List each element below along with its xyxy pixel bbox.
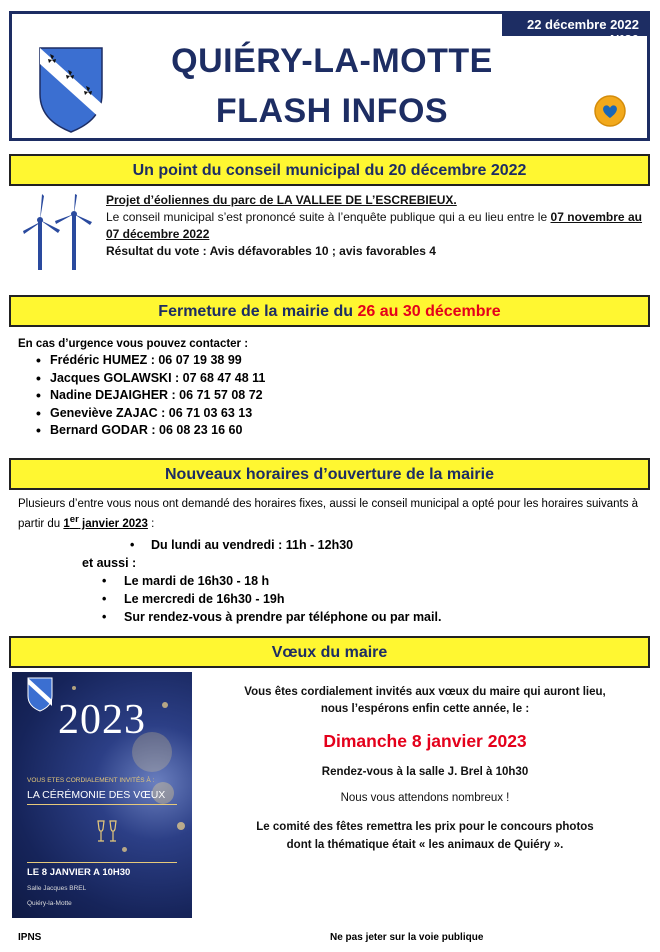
hours-intro-text: Plusieurs d’entre vous nous ont demandé des horaires fixes, aussi le conseil municipal a opté pour les horaires suivants à partir du: [18, 498, 639, 530]
hours-intro: [18, 496, 648, 532]
bokeh-light: [122, 847, 127, 852]
wishes-poster: [12, 672, 192, 918]
list-item: • Jacques GOLAWSKI : 07 68 47 48 11: [18, 370, 638, 388]
council-section: [20, 192, 643, 272]
flash-infos-title: FLASH INFOS: [215, 92, 449, 130]
project-description: [106, 209, 642, 243]
wishes-line-2: nous l’espérons enfin cette année, le :: [320, 702, 530, 715]
list-item: • Du lundi au vendredi : 11h - 12h30: [18, 536, 648, 554]
list-item: • Bernard GODAR : 06 08 23 16 60: [18, 422, 638, 440]
poster-divider: [27, 862, 177, 863]
bokeh-light: [72, 686, 76, 690]
newsletter-header: [9, 11, 650, 141]
footer-ipns: IPNS: [18, 932, 42, 943]
town-name-title: QUIÉRY-LA-MOTTE: [171, 42, 493, 80]
contacts-lead: En cas d’urgence vous pouvez contacter :: [18, 338, 249, 350]
list-item: • Le mardi de 16h30 - 18 h: [18, 572, 648, 590]
hours-intro-end: :: [147, 517, 155, 530]
poster-year: 2023: [58, 697, 146, 743]
council-meeting-title: Un point du conseil municipal du 20 décembre 2022: [132, 162, 527, 179]
poster-ceremony: LA CÉRÉMONIE DES VŒUX: [27, 789, 166, 801]
event-venue: Rendez-vous à la salle J. Brel à 10h30: [321, 766, 529, 778]
wind-turbine-icon: [20, 192, 95, 272]
emergency-contacts: [18, 338, 638, 440]
also-label: et aussi :: [82, 555, 137, 570]
closure-band: [9, 295, 650, 327]
list-item: • Sur rendez-vous à prendre par téléphone ou par mail.: [18, 608, 648, 626]
list-item: • Frédéric HUMEZ : 06 07 19 38 99: [18, 352, 638, 370]
poster-place: Salle Jacques BREL: [27, 885, 87, 892]
start-date-sup: er: [69, 514, 79, 525]
project-title: Projet d’éoliennes du parc de LA VALLEE DE L’ESCREBIEUX.: [106, 193, 457, 207]
start-date-rest: janvier 2023: [78, 517, 148, 530]
opening-hours-band: [9, 458, 650, 490]
committee-line-2: dont la thématique était « les animaux de Quiéry ».: [286, 839, 564, 851]
bokeh-light: [177, 822, 185, 830]
attend-note: Nous vous attendons nombreux !: [340, 792, 510, 804]
opening-hours-title: Nouveaux horaires d’ouverture de la mairie: [164, 466, 494, 483]
champagne-glasses-icon: [94, 819, 120, 845]
council-meeting-band: [9, 154, 650, 186]
list-item: • Le mercredi de 16h30 - 19h: [18, 590, 648, 608]
committee-note: [200, 818, 650, 854]
start-date-day: 1: [63, 517, 70, 530]
event-date: Dimanche 8 janvier 2023: [323, 731, 527, 751]
opening-hours-section: [18, 496, 648, 626]
closure-title-prefix: Fermeture de la mairie du: [158, 303, 358, 320]
wishes-line-1: Vous êtes cordialement invités aux vœux du maire qui auront lieu,: [244, 686, 606, 698]
poster-date: LE 8 JANVIER A 10H30: [27, 867, 131, 878]
town-crest-icon: [36, 44, 106, 134]
wishes-text: [200, 684, 650, 854]
poster-divider: [27, 804, 177, 805]
start-date: [63, 514, 148, 530]
committee-line-1: Le comité des fêtes remettra les prix pour le concours photos: [256, 821, 594, 833]
project-text: Le conseil municipal s’est prononcé suite à l’enquête publique qui a eu lieu entre le: [106, 210, 551, 224]
contacts-list: [18, 352, 638, 440]
footer-notice: Ne pas jeter sur la voie publique: [330, 932, 484, 943]
poster-invite: VOUS ETES CORDIALEMENT INVITÉS À :: [27, 777, 155, 784]
issue-date: 22 décembre 2022 N°30: [502, 14, 647, 36]
vote-result: Résultat du vote : Avis défavorables 10 ; avis favorables 4: [106, 244, 436, 258]
heart-badge-icon: [593, 94, 627, 128]
list-item: • Nadine DEJAIGHER : 06 71 57 08 72: [18, 387, 638, 405]
poster-town: Quiéry-la-Motte: [27, 900, 72, 907]
inquiry-dates: 07 novembre au 07 décembre 2022: [106, 210, 643, 241]
list-item: • Geneviève ZAJAC : 06 71 03 63 13: [18, 405, 638, 423]
council-text: [106, 192, 642, 260]
mayor-wishes-band: [9, 636, 650, 668]
closure-dates: 26 au 30 décembre: [357, 303, 501, 320]
mayor-wishes-title: Vœux du maire: [271, 644, 388, 661]
